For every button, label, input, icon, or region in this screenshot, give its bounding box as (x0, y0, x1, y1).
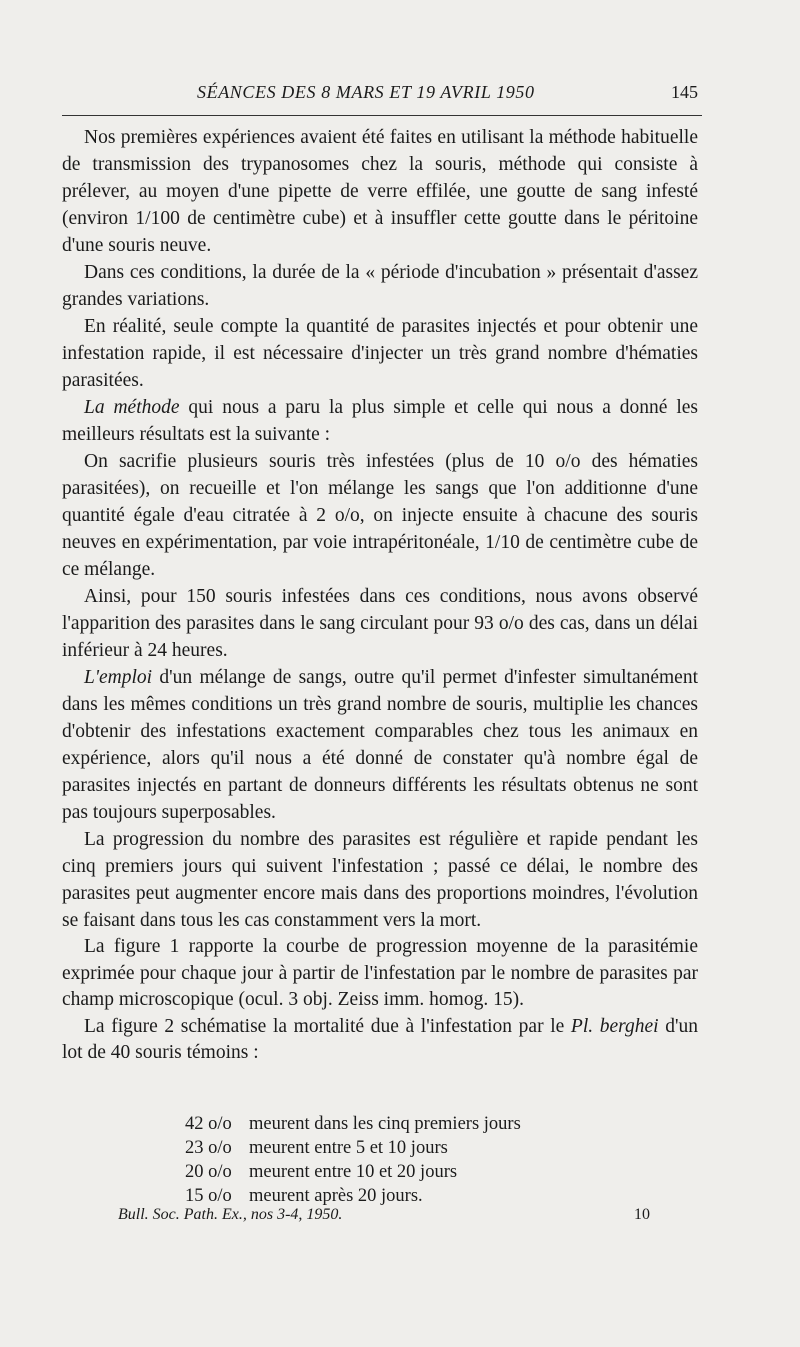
mortality-percentage: 15 o/o (185, 1186, 232, 1206)
paragraph-figure-1: La figure 1 rapporte la courbe de progression moyenne de la parasitémie exprimée pour chaque jour à partir de l'infestation par le nombre de parasites par champ microscopique (ocul. 3 obj. Zeiss imm. homog. 15). (62, 936, 698, 1010)
paragraph-progression: La progression du nombre des parasites est régulière et rapide pendant les cinq premiers jours qui suivent l'infestation ; passé ce délai, le nombre des parasites peut augmenter encore mais dans des proportions moindres, l'évolution se faisant dans tous les cas constamment vers la mort. (62, 829, 698, 931)
figure-2-text: La figure 2 schématise la mortalité due à l'infestation par le (84, 1015, 571, 1037)
page-header (62, 78, 702, 108)
mortality-list (185, 1112, 605, 1208)
footer-signature: 10 (634, 1206, 650, 1223)
paragraph-procedure: On sacrifie plusieurs souris très infestées (plus de 10 o/o des hématies parasitées), on recueille et l'on mélange les sangs que l'on additionne d'une quantité égale d'eau citratée à 2 o/o, on injecte ensuite à chacune des souris neuves en expérimentation, par voie intrapéritonéale, 1/10 de centimètre cube de ce mélange. (62, 451, 698, 580)
mortality-percentage: 23 o/o (185, 1138, 232, 1158)
paragraph-method (62, 394, 698, 448)
mortality-description: meurent après 20 jours. (249, 1186, 423, 1206)
paragraph-blood-mix (62, 664, 698, 826)
figure-2-species: Pl. berghei (570, 1015, 659, 1037)
footer-citation: Bull. Soc. Path. Ex., nos 3-4, 1950. (118, 1206, 343, 1223)
method-lead: La méthode (84, 397, 180, 418)
list-item (185, 1112, 605, 1136)
list-item (185, 1184, 605, 1208)
paragraph-incubation: Dans ces conditions, la durée de la « période d'incubation » présentait d'assez grandes variations. (62, 262, 698, 310)
blood-mix-lead: L'emploi (84, 667, 153, 688)
paragraph-figure-2 (62, 1014, 698, 1067)
mortality-percentage: 42 o/o (185, 1114, 232, 1134)
mortality-description: meurent entre 10 et 20 jours (249, 1162, 458, 1182)
page-number: 145 (671, 82, 698, 102)
page-footer (118, 1206, 658, 1232)
list-item (185, 1136, 605, 1160)
mortality-percentage: 20 o/o (185, 1162, 232, 1182)
running-head: SÉANCES DES 8 MARS ET 19 AVRIL 1950 (197, 82, 535, 102)
paragraph-parasite-quantity: En réalité, seule compte la quantité de parasites injectés et pour obtenir une infestation rapide, il est nécessaire d'injecter un très grand nombre d'hématies parasitées. (62, 316, 698, 391)
body-text (62, 124, 698, 1067)
figure-2-tail: d'un lot de 40 souris témoins : (62, 1015, 699, 1063)
mortality-description: meurent entre 5 et 10 jours (249, 1138, 448, 1158)
paragraph-results: Ainsi, pour 150 souris infestées dans ces conditions, nous avons observé l'apparition des parasites dans le sang circulant pour 93 o/o des cas, dans un délai inférieur à 24 heures. (62, 586, 698, 661)
header-rule (62, 115, 702, 116)
list-item (185, 1160, 605, 1184)
paragraph-first-experiments: Nos premières expériences avaient été faites en utilisant la méthode habituelle de transmission des trypanosomes chez la souris, méthode qui consiste à prélever, au moyen d'une pipette de verre effilée, une goutte de sang infesté (environ 1/100 de centimètre cube) et à insuffler cette goutte dans le péritoine d'une souris neuve. (62, 127, 698, 256)
mortality-description: meurent dans les cinq premiers jours (249, 1114, 521, 1134)
method-text: qui nous a paru la plus simple et celle qui nous a donné les meilleurs résultats est la suivante : (62, 397, 698, 445)
blood-mix-text: d'un mélange de sangs, outre qu'il permet d'infester simultanément dans les mêmes conditions un très grand nombre de souris, multiplie les chances d'obtenir des infestations exactement comparables chez tous les animaux en expérience, alors qu'il nous a été donné de constater qu'à nombre égal de parasites injectés en partant de donneurs différents les résultats obtenus ne sont pas toujours superposables. (62, 667, 698, 823)
